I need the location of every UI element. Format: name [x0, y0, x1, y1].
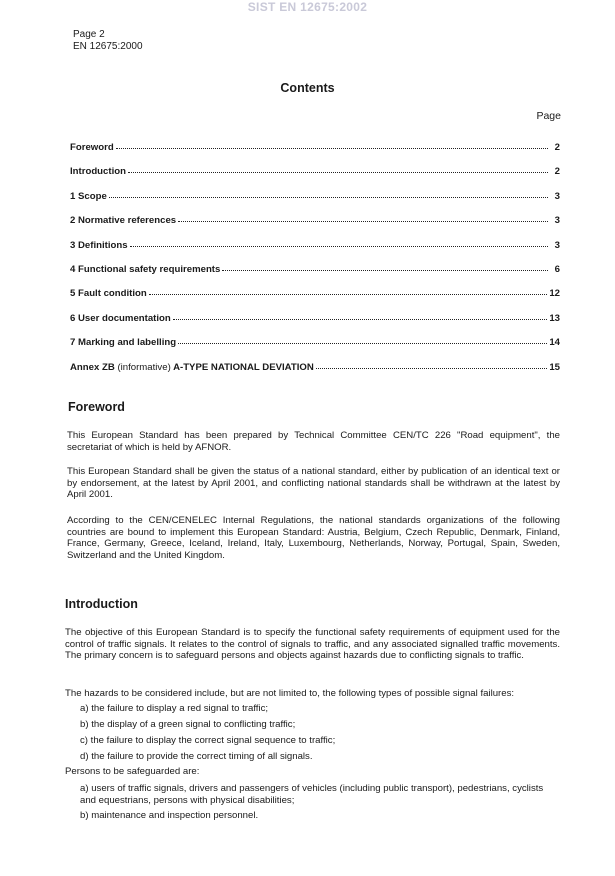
watermark: SIST EN 12675:2002 — [247, 0, 368, 14]
table-of-contents — [70, 142, 560, 386]
persons-list-item: b) maintenance and inspection personnel. — [80, 810, 259, 821]
toc-entry[interactable] — [70, 264, 560, 288]
toc-leader-dots — [173, 319, 548, 320]
page-column-label: Page — [536, 110, 561, 122]
toc-entry-label: 3 Definitions — [70, 239, 128, 251]
annex-title: A-TYPE NATIONAL DEVIATION — [173, 361, 314, 373]
toc-entry[interactable] — [70, 215, 560, 239]
toc-entry-label: 2 Normative references — [70, 215, 177, 227]
hazards-intro: The hazards to be considered include, but are not limited to, the following types of possible signal failures: — [65, 688, 515, 699]
toc-entry[interactable] — [70, 337, 560, 361]
toc-annex-label — [70, 362, 314, 373]
toc-leader-dots — [109, 197, 548, 198]
toc-entry-page: 6 — [554, 263, 560, 275]
toc-entry[interactable] — [70, 240, 560, 264]
hazard-list-item: b) the display of a green signal to conflicting traffic; — [80, 719, 296, 730]
page-number-header: Page 2 — [73, 29, 105, 40]
toc-leader-dots — [178, 343, 547, 344]
toc-leader-dots — [128, 172, 548, 173]
toc-entry-label: 1 Scope — [70, 190, 107, 202]
contents-title: Contents — [280, 81, 335, 95]
toc-entry-page: 2 — [554, 166, 560, 178]
toc-entry-page: 14 — [549, 337, 560, 349]
standard-reference: EN 12675:2000 — [73, 41, 143, 52]
toc-entry-label: 4 Functional safety requirements — [70, 263, 221, 275]
foreword-paragraph: This European Standard shall be given the status of a national standard, either by publication of an identical text or by endorsement, at the latest by April 2001, and conflicting national standards shall be withdrawn at the latest by April 2001. — [67, 466, 560, 501]
toc-entry-page: 3 — [554, 190, 560, 202]
toc-leader-dots — [316, 368, 548, 369]
toc-entry-label: Introduction — [70, 166, 126, 178]
toc-leader-dots — [149, 294, 548, 295]
foreword-paragraph: This European Standard has been prepared by Technical Committee CEN/TC 226 "Road equipment", the secretariat of which is held by AFNOR. — [67, 430, 560, 453]
toc-entry[interactable] — [70, 166, 560, 190]
toc-entry[interactable] — [70, 313, 560, 337]
toc-entry-page: 12 — [549, 288, 560, 300]
toc-leader-dots — [130, 246, 548, 247]
toc-leader-dots — [116, 148, 548, 149]
foreword-paragraph: According to the CEN/CENELEC Internal Regulations, the national standards organizations of the following countries are bound to implement this European Standard: Austria, Belgium, Czech Republic, Denmark, Finland, France, Germany, Greece, Iceland, Ireland, Italy, Luxembourg, Netherlands, Norway, Portugal, Spain, Sweden, Switzerland and the United Kingdom. — [67, 515, 560, 561]
toc-entry-label: 7 Marking and labelling — [70, 337, 177, 349]
toc-entry-page: 3 — [554, 239, 560, 251]
hazard-list-item: d) the failure to provide the correct timing of all signals. — [80, 751, 313, 762]
toc-entry-page: 13 — [549, 312, 560, 324]
foreword-heading: Foreword — [68, 400, 125, 414]
persons-intro: Persons to be safeguarded are: — [65, 766, 200, 777]
toc-entry[interactable] — [70, 142, 560, 166]
persons-list-item: a) users of traffic signals, drivers and passengers of vehicles (including public transport), pedestrians, cyclists and equestrians, persons with physical disabilities; — [80, 783, 544, 806]
toc-entry-label: 6 User documentation — [70, 312, 171, 324]
introduction-heading: Introduction — [65, 597, 138, 611]
annex-informative: (informative) — [117, 361, 171, 373]
toc-entry-annex[interactable] — [70, 362, 560, 386]
toc-leader-dots — [178, 221, 548, 222]
toc-entry-page: 3 — [554, 215, 560, 227]
toc-entry-label: 5 Fault condition — [70, 288, 147, 300]
hazard-list-item: a) the failure to display a red signal to traffic; — [80, 703, 269, 714]
toc-entry[interactable] — [70, 191, 560, 215]
toc-leader-dots — [222, 270, 548, 271]
introduction-paragraph: The objective of this European Standard is to specify the functional safety requirements of equipment used for the control of traffic signals. It relates to the control of signals to traffic, and any associated signalled traffic movements. The primary concern is to safeguard persons and objects against hazards due to conflicting signals to traffic. — [65, 627, 560, 662]
hazard-list-item: c) the failure to display the correct signal sequence to traffic; — [80, 735, 336, 746]
toc-entry-page: 15 — [549, 361, 560, 373]
toc-entry-label: Foreword — [70, 142, 114, 153]
toc-entry[interactable] — [70, 288, 560, 312]
toc-entry-page: 2 — [554, 142, 560, 153]
annex-prefix: Annex ZB — [70, 361, 115, 373]
